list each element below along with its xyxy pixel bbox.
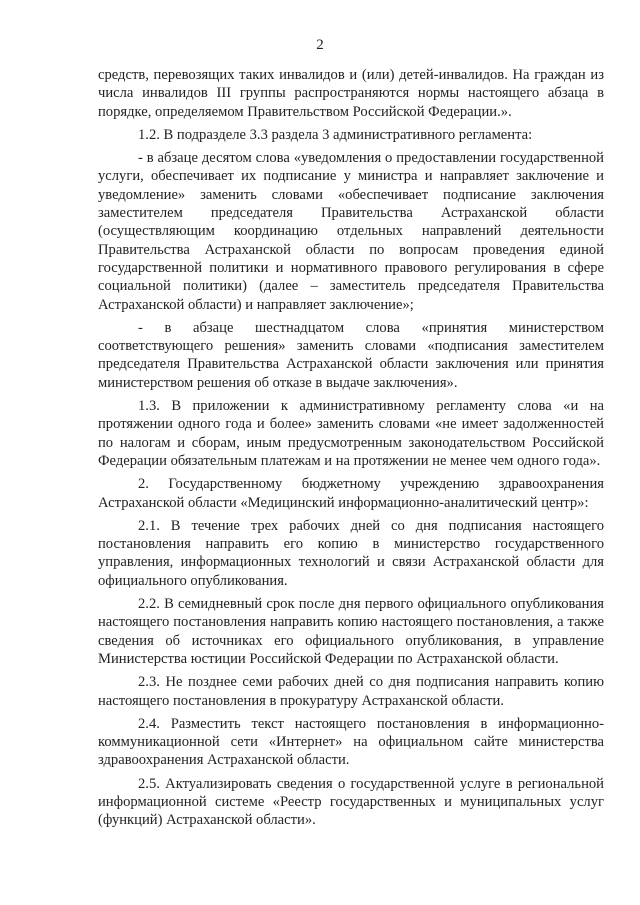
paragraph-1-2: 1.2. В подразделе 3.3 раздела 3 административного регламента: <box>138 126 533 143</box>
paragraph-1-3: 1.3. В приложении к административному регламенту слова «и на протяжении одного года и более» заменить словами «не имеет задолженностей по налогам и сборам, иным предусмотренным законодательством Российской Федерации обязательным платежам и на протяжении не менее чем одного года». <box>98 398 604 469</box>
document-body <box>98 66 604 835</box>
paragraph-2-1: 2.1. В течение трех рабочих дней со дня подписания настоящего постановления направить его копию в министерство государственного управления, информационных технологий и связи Астраханской области для официального опубликования. <box>98 517 604 589</box>
paragraph-1-2-item-sixteenth: - в абзаце шестнадцатом слова «принятия министерством соответствующего решения» заменить словами «подписания заместителем председателя Правительства Астраханской области заключения или принятия министерством решения об отказе в выдаче заключения». <box>98 319 604 391</box>
paragraph-continuation: средств, перевозящих таких инвалидов и (или) детей-инвалидов. На граждан из числа инвалидов III группы распространяются нормы настоящего абзаца в порядке, определяемом Правительством Российской Федерации.». <box>98 67 604 120</box>
paragraph-2-2: 2.2. В семидневный срок после дня первого официального опубликования настоящего постановления направить копию настоящего постановления, а также сведения об источниках его официального опубликования, в управление Министерства юстиции Российской Федерации по Астраханской области. <box>98 596 604 667</box>
paragraph-2-4: 2.4. Разместить текст настоящего постановления в информационно-коммуникационной сети «Интернет» на официальном сайте министерства здравоохранения Астраханской области. <box>98 715 604 769</box>
page-number: 2 <box>316 37 324 53</box>
paragraph-2: 2. Государственному бюджетному учреждению здравоохранения Астраханской области «Медицинский информационно-аналитический центр»: <box>98 476 604 511</box>
paragraph-2-3: 2.3. Не позднее семи рабочих дней со дня подписания направить копию настоящего постановления в прокуратуру Астраханской области. <box>98 674 604 709</box>
paragraph-2-5: 2.5. Актуализировать сведения о государственной услуге в региональной информационной системе «Реестр государственных и муниципальных услуг (функций) Астраханской области». <box>98 775 604 829</box>
paragraph-1-2-item-tenth: - в абзаце десятом слова «уведомления о предоставлении государственной услуги, обеспечивает их подписание у министра и направляет заключение и уведомление» заменить словами «обеспечивает подписание заключения заместителем председателя Правительства Астраханской области (осуществляющим координацию отдельных направлений деятельности Правительства Астраханской области по вопросам проведения единой государственной политики и нормативного правового регулирования в сфере социальной политики) (далее – заместитель председателя Правительства Астраханской области) и направляет заключение»; <box>98 150 604 313</box>
